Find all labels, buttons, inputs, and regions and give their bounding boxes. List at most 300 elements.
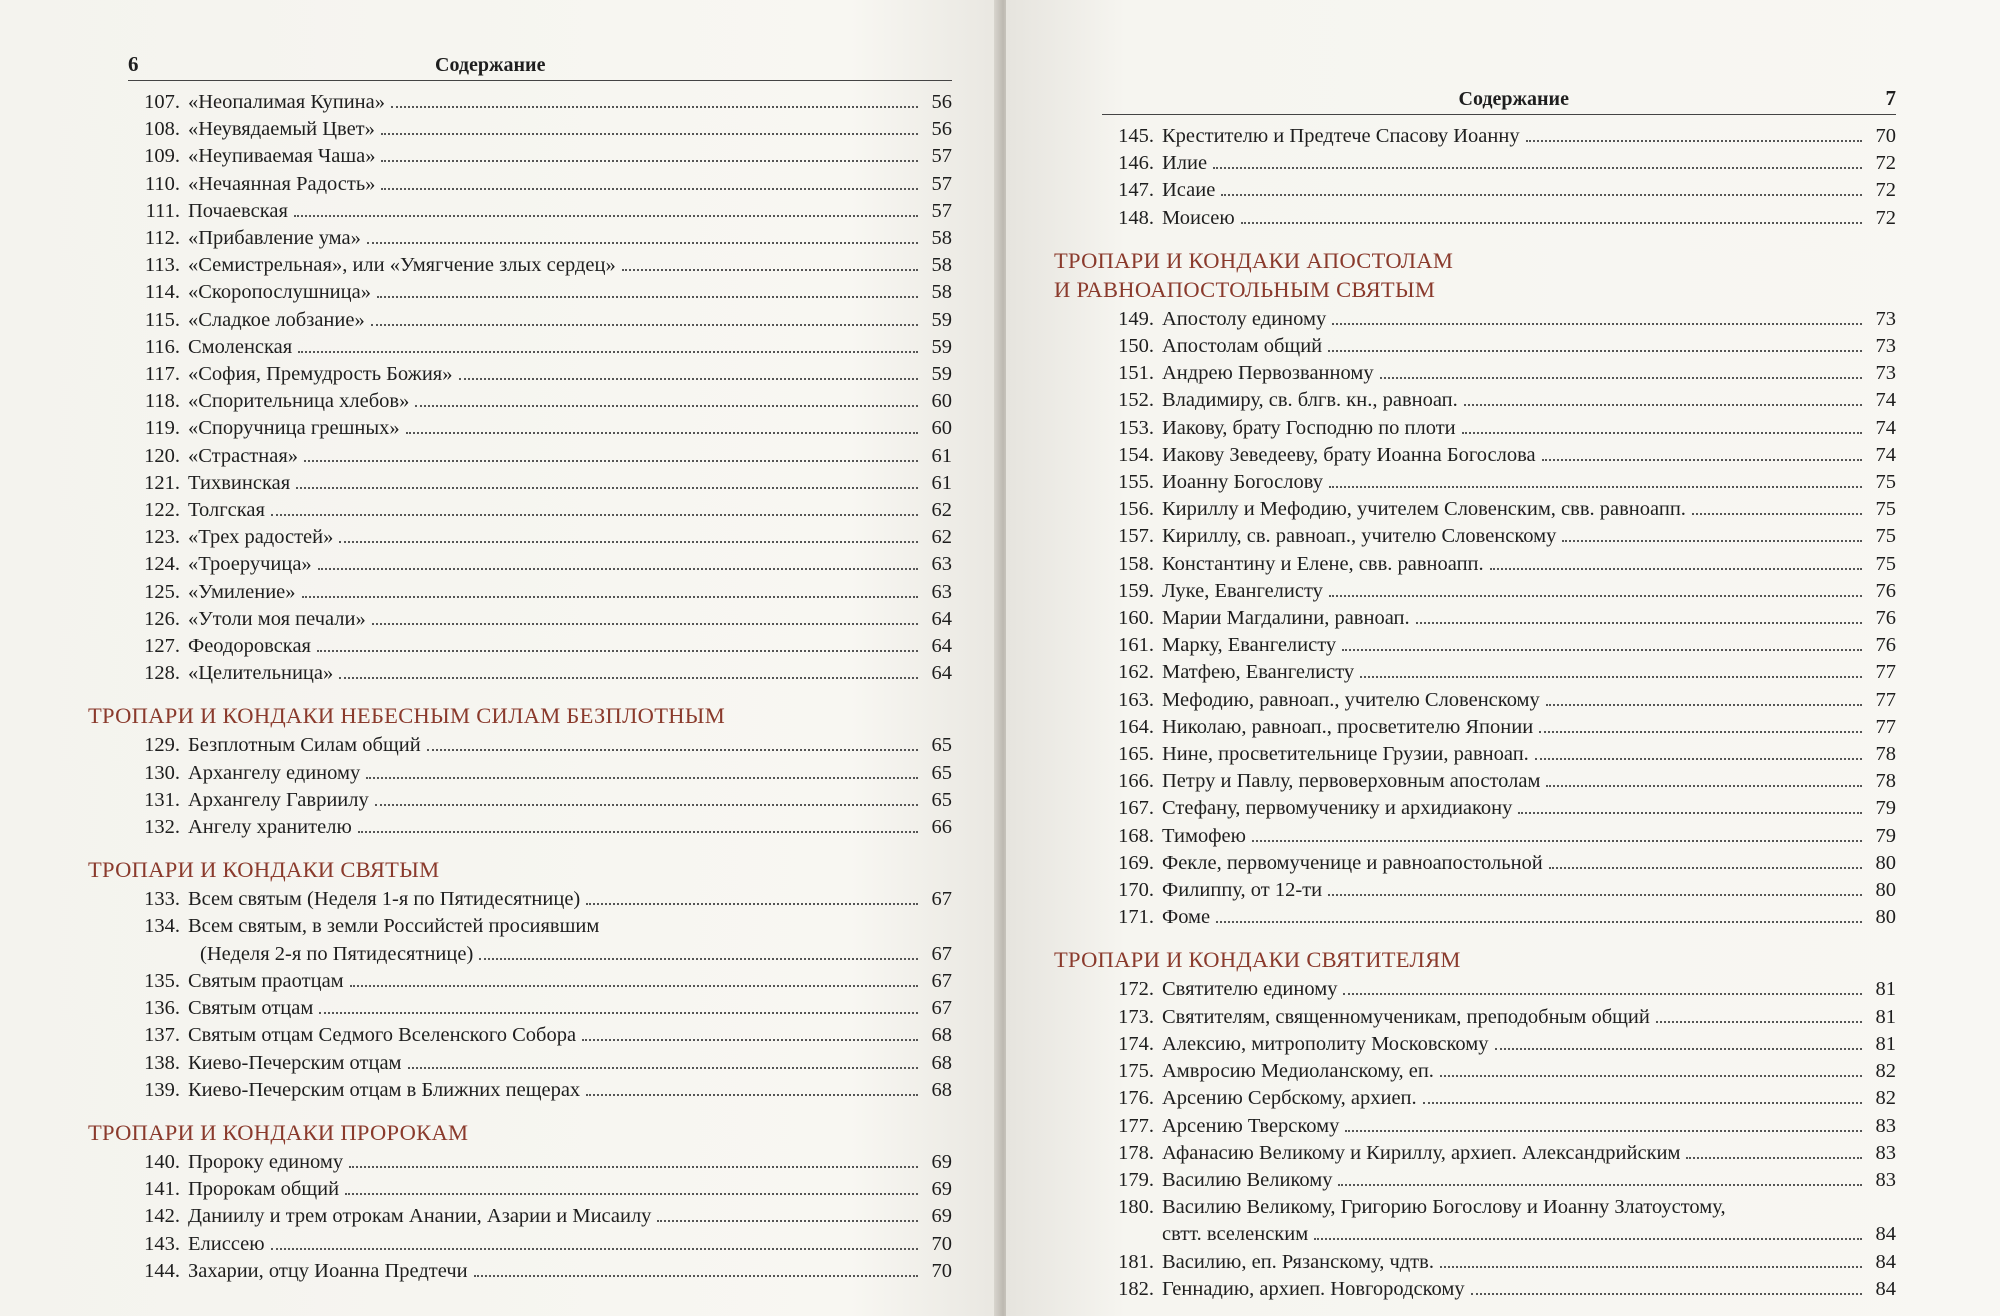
dot-leader — [1213, 167, 1862, 169]
entry-title: Архангелу Гавриилу — [188, 788, 369, 811]
entry-number: 109. — [144, 145, 180, 168]
entry-title: Апостолу единому — [1162, 307, 1327, 330]
running-title: Содержание — [1458, 88, 1569, 110]
entry-title: Исаие — [1162, 179, 1216, 202]
entry-number: 166. — [1118, 770, 1154, 793]
dot-leader — [339, 541, 918, 543]
entry-page: 76 — [1875, 607, 1896, 630]
entry-page: 59 — [931, 335, 952, 358]
entry-page: 62 — [931, 526, 952, 549]
entry-title: Захарии, отцу Иоанна Предтечи — [188, 1259, 468, 1282]
entry-title: «Споручница грешных» — [188, 417, 400, 440]
entry-number: 111. — [145, 199, 180, 222]
dot-leader — [375, 804, 918, 806]
entry-number: 127. — [144, 635, 180, 658]
dot-leader — [1464, 404, 1862, 406]
entry-title: Святителю единому — [1162, 978, 1338, 1001]
right-page — [1006, 0, 2000, 1316]
toc-entry — [1102, 823, 1896, 850]
entry-number: 125. — [144, 580, 180, 603]
dot-leader — [1332, 323, 1862, 325]
entry-number: 168. — [1118, 824, 1154, 847]
entry-title: Василию Великому, Григорию Богослову и Иоанну Златоустому, — [1162, 1196, 1726, 1219]
dot-leader — [1440, 1075, 1862, 1077]
entry-page: 84 — [1875, 1250, 1896, 1273]
entry-title: Толгская — [188, 499, 265, 522]
entry-title: «Неопалимая Купина» — [188, 91, 385, 113]
entry-number: 160. — [1118, 607, 1154, 630]
entry-number: 170. — [1118, 879, 1154, 902]
toc-entry — [1102, 205, 1896, 232]
toc-entry — [1102, 768, 1896, 795]
entry-title: Мефодию, равноап., учителю Словенскому — [1162, 688, 1540, 711]
entry-number: 167. — [1118, 797, 1154, 820]
entry-title: Арсению Сербскому, архиеп. — [1162, 1087, 1417, 1110]
toc-list — [1102, 123, 1896, 232]
toc-entry — [1102, 333, 1896, 360]
dot-leader — [1462, 432, 1862, 434]
dot-leader — [391, 106, 918, 108]
entry-page: 56 — [931, 91, 952, 113]
dot-leader — [1216, 921, 1862, 923]
entry-number: 156. — [1118, 498, 1154, 521]
toc-entry — [1102, 741, 1896, 768]
entry-page: 72 — [1875, 152, 1896, 175]
dot-leader — [1221, 194, 1862, 196]
entry-page: 75 — [1875, 525, 1896, 548]
dot-leader — [304, 460, 918, 462]
dot-leader — [349, 1166, 918, 1168]
entry-title: Елиссею — [188, 1232, 265, 1255]
entry-page: 67 — [931, 997, 952, 1020]
dot-leader — [1471, 1293, 1862, 1295]
entry-page: 59 — [931, 308, 952, 331]
toc-entry — [128, 1231, 952, 1258]
entry-page: 64 — [931, 607, 952, 630]
entry-title: «Троеручица» — [188, 553, 312, 576]
entry-page: 65 — [931, 761, 952, 784]
dot-leader — [381, 133, 918, 135]
entry-page: 77 — [1875, 688, 1896, 711]
toc-entry — [128, 443, 952, 470]
dot-leader — [319, 1012, 918, 1014]
entry-title: Константину и Елене, свв. равноапп. — [1162, 552, 1484, 575]
entry-number: 175. — [1118, 1060, 1154, 1083]
dot-leader — [406, 432, 918, 434]
entry-title: «Целительница» — [188, 662, 334, 685]
toc-entry — [1102, 795, 1896, 822]
toc-entry — [1102, 850, 1896, 877]
dot-leader — [408, 1067, 918, 1069]
entry-title: Фекле, первомученице и равноапостольной — [1162, 851, 1543, 874]
entry-title: Тимофею — [1162, 824, 1246, 847]
entry-number: 145. — [1118, 125, 1154, 147]
toc-entry — [128, 307, 952, 334]
entry-title: Алексию, митрополиту Московскому — [1162, 1032, 1489, 1055]
entry-page: 70 — [1875, 125, 1896, 147]
entry-title: Тихвинская — [188, 471, 291, 494]
dot-leader — [1562, 540, 1862, 542]
entry-page: 75 — [1875, 471, 1896, 494]
entry-title: Пророкам общий — [188, 1178, 340, 1201]
entry-title: «Сладкое лобзание» — [188, 308, 365, 331]
entry-number: 176. — [1118, 1087, 1154, 1110]
section-heading: ТРОПАРИ И КОНДАКИ НЕБЕСНЫМ СИЛАМ БЕЗПЛОТНЫМ — [88, 703, 726, 729]
entry-number: 164. — [1118, 715, 1154, 738]
dot-leader — [298, 351, 918, 353]
toc-entry — [128, 787, 952, 814]
entry-number: 110. — [144, 172, 180, 195]
toc-list — [128, 732, 952, 841]
entry-number: 158. — [1118, 552, 1154, 575]
toc-entry — [1102, 578, 1896, 605]
section-heading: ТРОПАРИ И КОНДАКИ СВЯТЫМ — [88, 857, 440, 883]
entry-number: 124. — [144, 553, 180, 576]
entry-number: 174. — [1118, 1032, 1154, 1055]
toc-entry — [1102, 1194, 1896, 1248]
toc-entry — [128, 606, 952, 633]
entry-number: 159. — [1118, 579, 1154, 602]
entry-title: Афанасию Великому и Кириллу, архиеп. Александрийским — [1162, 1141, 1681, 1164]
running-head — [128, 52, 952, 81]
entry-title: Амвросию Медиоланскому, еп. — [1162, 1060, 1434, 1083]
entry-number: 128. — [144, 662, 180, 685]
dot-leader — [372, 623, 918, 625]
toc-entry — [1102, 496, 1896, 523]
toc-entry — [128, 913, 952, 967]
entry-title: Моисею — [1162, 206, 1235, 229]
entry-title: «Прибавление ума» — [188, 227, 361, 250]
toc-list — [1102, 1249, 1896, 1303]
entry-page: 80 — [1875, 906, 1896, 929]
dot-leader — [1342, 649, 1862, 651]
entry-number: 137. — [144, 1024, 180, 1047]
entry-number: 150. — [1118, 335, 1154, 358]
entry-number: 133. — [144, 888, 180, 911]
entry-page: 57 — [931, 145, 952, 168]
entry-number: 146. — [1118, 152, 1154, 175]
entry-page: 61 — [931, 471, 952, 494]
toc-entry — [128, 388, 952, 415]
entry-number: 129. — [144, 734, 180, 757]
entry-title: Всем святым, в земли Российстей просиявшим — [188, 915, 600, 938]
entry-number: 134. — [144, 915, 180, 938]
entry-number: 153. — [1118, 416, 1154, 439]
entry-page: 73 — [1875, 362, 1896, 385]
entry-page: 61 — [931, 444, 952, 467]
toc-entry — [1102, 1085, 1896, 1112]
entry-number: 140. — [144, 1150, 180, 1173]
dot-leader — [459, 378, 919, 380]
dot-leader — [1360, 676, 1862, 678]
toc-list — [1102, 306, 1896, 932]
toc-list — [128, 968, 952, 1104]
entry-title: «Страстная» — [188, 444, 299, 467]
entry-title: Феодоровская — [188, 635, 311, 658]
entry-number: 179. — [1118, 1168, 1154, 1191]
entry-number: 135. — [144, 969, 180, 992]
toc-entry — [128, 470, 952, 497]
dot-leader — [1252, 840, 1862, 842]
dot-leader — [296, 487, 918, 489]
entry-page: 82 — [1875, 1087, 1896, 1110]
entry-title: Пророку единому — [188, 1150, 344, 1173]
entry-title: Иакову Зеведееву, брату Иоанна Богослова — [1162, 443, 1536, 466]
entry-page: 67 — [931, 969, 952, 992]
entry-page: 69 — [931, 1178, 952, 1201]
toc-entry — [1102, 150, 1896, 177]
toc-entry — [128, 1149, 952, 1176]
toc-entry — [128, 1258, 952, 1285]
dot-leader — [367, 242, 918, 244]
toc-entry — [1102, 1276, 1896, 1303]
entry-number: 157. — [1118, 525, 1154, 548]
entry-page: 72 — [1875, 179, 1896, 202]
dot-leader — [1241, 222, 1862, 224]
entry-title: Матфею, Евангелисту — [1162, 661, 1355, 684]
dot-leader — [271, 1248, 918, 1250]
dot-leader — [358, 831, 918, 833]
entry-title: Киево-Печерским отцам в Ближних пещерах — [188, 1078, 581, 1101]
toc-entry — [128, 551, 952, 578]
entry-number: 115. — [144, 308, 180, 331]
toc-entry — [128, 1203, 952, 1230]
entry-page: 59 — [931, 363, 952, 386]
entry-page: 73 — [1875, 307, 1896, 330]
entry-title: Почаевская — [188, 199, 288, 222]
toc-entry — [1102, 1058, 1896, 1085]
dot-leader — [381, 188, 918, 190]
entry-page: 58 — [931, 254, 952, 277]
dot-leader — [1314, 1238, 1862, 1240]
entry-title: Марку, Евангелисту — [1162, 634, 1337, 657]
entry-page: 68 — [931, 1051, 952, 1074]
running-head — [1102, 86, 1896, 115]
section-heading: ТРОПАРИ И КОНДАКИ ПРОРОКАМ — [88, 1119, 469, 1145]
entry-number: 172. — [1118, 978, 1154, 1001]
dot-leader — [1692, 513, 1862, 515]
section-heading-line: ТРОПАРИ И КОНДАКИ АПОСТОЛАМ — [1054, 247, 1454, 273]
dot-leader — [1416, 622, 1862, 624]
entry-number: 138. — [144, 1051, 180, 1074]
toc-entry — [1102, 415, 1896, 442]
toc-entry — [128, 1050, 952, 1077]
toc-entry — [128, 497, 952, 524]
entry-title: Крестителю и Предтече Спасову Иоанну — [1162, 125, 1520, 147]
entry-page: 72 — [1875, 206, 1896, 229]
dot-leader — [1328, 894, 1862, 896]
entry-number: 155. — [1118, 471, 1154, 494]
toc-entry — [1102, 976, 1896, 1003]
entry-title: Геннадию, архиеп. Новгородскому — [1162, 1277, 1465, 1300]
dot-leader — [1329, 486, 1862, 488]
entry-title-continued: свтт. вселенским — [1162, 1223, 1309, 1246]
entry-page: 64 — [931, 635, 952, 658]
toc-entry — [128, 1077, 952, 1104]
entry-page: 60 — [931, 390, 952, 413]
entry-page: 78 — [1875, 743, 1896, 766]
entry-number: 144. — [144, 1259, 180, 1282]
entry-page: 73 — [1875, 335, 1896, 358]
entry-number: 151. — [1118, 362, 1154, 385]
dot-leader — [1380, 377, 1862, 379]
entry-title: Андрею Первозванному — [1162, 362, 1374, 385]
toc-entry — [1102, 387, 1896, 414]
entry-title: Святителям, священномученикам, преподобным общий — [1162, 1005, 1650, 1028]
entry-page: 65 — [931, 788, 952, 811]
entry-title: «Трех радостей» — [188, 526, 334, 549]
entry-title: «Неупиваемая Чаша» — [188, 145, 376, 168]
entry-page: 68 — [931, 1024, 952, 1047]
dot-leader — [1423, 1102, 1862, 1104]
entry-number: 142. — [144, 1205, 180, 1228]
entry-number: 107. — [144, 91, 180, 113]
entry-page: 77 — [1875, 661, 1896, 684]
toc-entry — [1102, 714, 1896, 741]
dot-leader — [1490, 568, 1862, 570]
entry-title: «Неувядаемый Цвет» — [188, 118, 375, 141]
entry-page: 79 — [1875, 797, 1896, 820]
dot-leader — [582, 1039, 918, 1041]
entry-number: 112. — [144, 227, 180, 250]
dot-leader — [350, 985, 918, 987]
entry-number: 119. — [144, 417, 180, 440]
toc-entry — [1102, 1140, 1896, 1167]
entry-title: Нине, просветительнице Грузии, равноап. — [1162, 743, 1529, 766]
entry-title: «Умиление» — [188, 580, 296, 603]
entry-page: 84 — [1875, 1223, 1896, 1246]
entry-title: «Спорительница хлебов» — [188, 390, 410, 413]
toc-entry — [1102, 306, 1896, 333]
entry-page: 76 — [1875, 634, 1896, 657]
entry-number: 143. — [144, 1232, 180, 1255]
dot-leader — [586, 1094, 918, 1096]
entry-page: 83 — [1875, 1168, 1896, 1191]
entry-title: Филиппу, от 12-ти — [1162, 879, 1323, 902]
entry-title: Владимиру, св. блгв. кн., равноап. — [1162, 389, 1458, 412]
entry-page: 57 — [931, 199, 952, 222]
entry-page: 84 — [1875, 1277, 1896, 1300]
section-heading — [1054, 246, 1896, 304]
entry-page: 70 — [931, 1232, 952, 1255]
entry-number: 161. — [1118, 634, 1154, 657]
entry-title: Кириллу, св. равноап., учителю Словенскому — [1162, 525, 1557, 548]
entry-number: 118. — [144, 390, 180, 413]
entry-title: Кириллу и Мефодию, учителем Словенским, свв. равноапп. — [1162, 498, 1686, 521]
entry-number: 139. — [144, 1078, 180, 1101]
entry-page: 69 — [931, 1150, 952, 1173]
entry-title: Святым отцам — [188, 997, 314, 1020]
entry-number: 149. — [1118, 307, 1154, 330]
entry-page: 76 — [1875, 579, 1896, 602]
toc-entry — [128, 968, 952, 995]
dot-leader — [1495, 1048, 1863, 1050]
entry-number: 108. — [144, 118, 180, 141]
entry-title: Святым праотцам — [188, 969, 344, 992]
entry-title: Иоанну Богослову — [1162, 471, 1323, 494]
entry-title: Ангелу хранителю — [188, 816, 352, 839]
entry-page: 77 — [1875, 715, 1896, 738]
dot-leader — [622, 269, 918, 271]
toc-entry — [1102, 523, 1896, 550]
dot-leader — [1539, 731, 1862, 733]
entry-number: 165. — [1118, 743, 1154, 766]
entry-page: 66 — [931, 816, 952, 839]
dot-leader — [586, 903, 918, 905]
entry-title: Смоленская — [188, 335, 293, 358]
toc-entry — [128, 524, 952, 551]
dot-leader — [1526, 140, 1862, 142]
toc-entry — [128, 361, 952, 388]
toc-list — [128, 89, 952, 687]
entry-number: 117. — [144, 363, 180, 386]
toc-entry — [1102, 877, 1896, 904]
entry-title: Святым отцам Седмого Вселенского Собора — [188, 1024, 577, 1047]
entry-page: 70 — [931, 1259, 952, 1282]
entry-page: 60 — [931, 417, 952, 440]
dot-leader — [1656, 1021, 1862, 1023]
entry-title: Безплотным Силам общий — [188, 734, 421, 757]
entry-title: «Скоропослушница» — [188, 281, 371, 304]
entry-page: 83 — [1875, 1114, 1896, 1137]
toc-entry — [1102, 177, 1896, 204]
entry-title: Иакову, брату Господню по плоти — [1162, 416, 1456, 439]
entry-title: Петру и Павлу, первоверховным апостолам — [1162, 770, 1541, 793]
entry-number: 122. — [144, 499, 180, 522]
entry-title: Николаю, равноап., просветителю Японии — [1162, 715, 1534, 738]
toc-entry — [128, 143, 952, 170]
dot-leader — [366, 777, 918, 779]
entry-title: Василию Великому — [1162, 1168, 1333, 1191]
toc-entry — [1102, 469, 1896, 496]
dot-leader — [1328, 350, 1862, 352]
dot-leader — [1546, 704, 1862, 706]
dot-leader — [1440, 1266, 1862, 1268]
entry-number: 162. — [1118, 661, 1154, 684]
entry-page: 80 — [1875, 879, 1896, 902]
entry-number: 182. — [1118, 1277, 1154, 1300]
entry-title: Арсению Тверскому — [1162, 1114, 1340, 1137]
dot-leader — [1542, 459, 1862, 461]
entry-page: 81 — [1875, 1032, 1896, 1055]
toc-entry — [128, 1176, 952, 1203]
toc-entry — [1102, 659, 1896, 686]
toc-entry — [128, 995, 952, 1022]
toc-entry — [128, 760, 952, 787]
entry-number: 116. — [144, 335, 180, 358]
entry-page: 80 — [1875, 851, 1896, 874]
entry-page: 81 — [1875, 978, 1896, 1001]
dot-leader — [479, 958, 918, 960]
entry-page: 63 — [931, 580, 952, 603]
dot-leader — [1535, 758, 1862, 760]
toc-entry — [1102, 605, 1896, 632]
dot-leader — [1329, 595, 1862, 597]
entry-page: 65 — [931, 734, 952, 757]
entry-title: «Семистрельная», или «Умягчение злых сердец» — [188, 254, 616, 277]
page-number: 6 — [128, 52, 139, 76]
dot-leader — [271, 514, 918, 516]
entry-number: 147. — [1118, 179, 1154, 202]
entry-page: 58 — [931, 227, 952, 250]
entry-page: 83 — [1875, 1141, 1896, 1164]
dot-leader — [381, 160, 918, 162]
toc-entry — [128, 171, 952, 198]
dot-leader — [427, 749, 918, 751]
dot-leader — [339, 677, 918, 679]
toc-entry — [128, 1022, 952, 1049]
dot-leader — [1345, 1130, 1862, 1132]
